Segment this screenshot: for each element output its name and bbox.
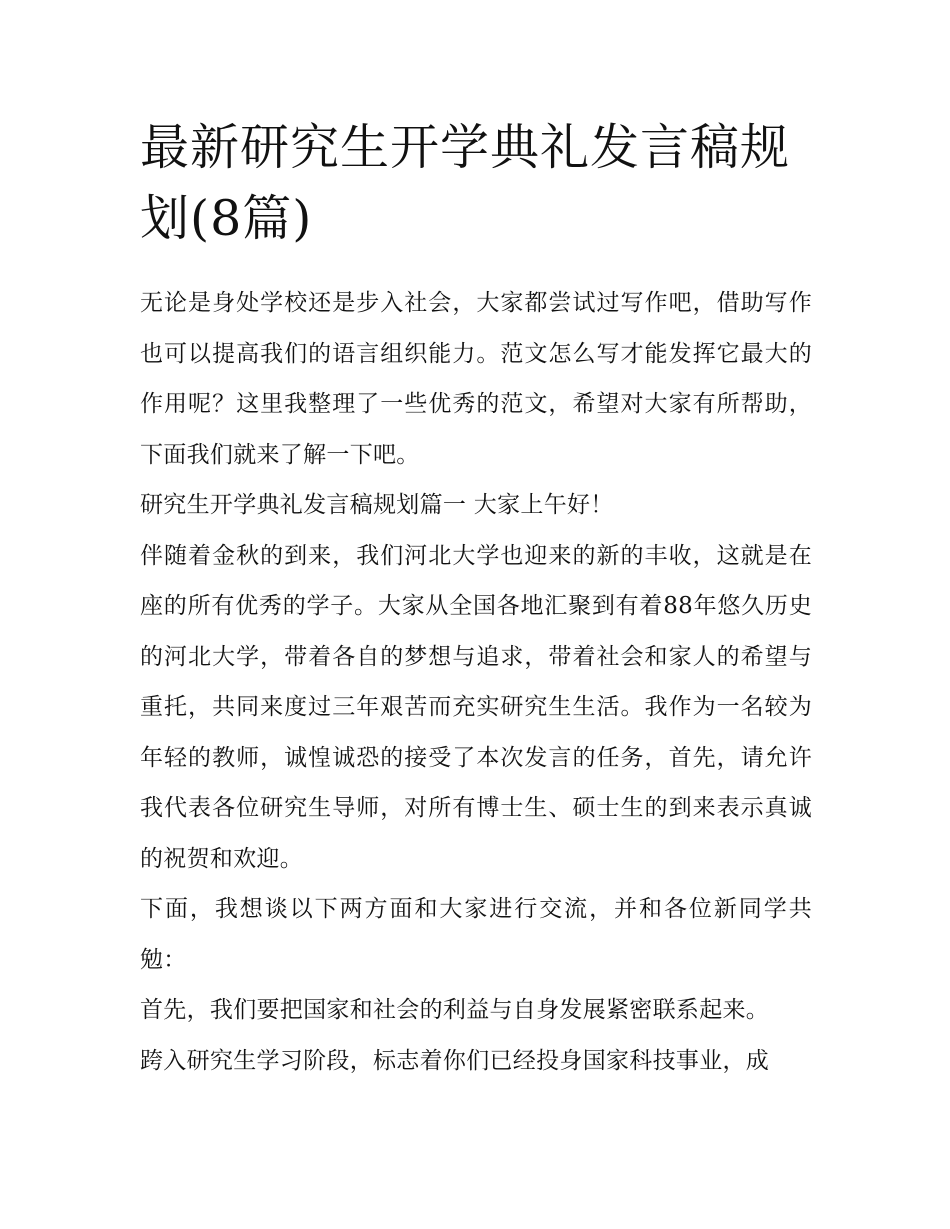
paragraph-welcome: 伴随着金秋的到来，我们河北大学也迎来的新的丰收，这就是在座的所有优秀的学子。大家从全国各地汇聚到有着88年悠久历史的河北大学，带着各自的梦想与追求，带着社会和家人的希望与重托，共同来度过三年艰苦而充实研究生生活。我作为一名较为年轻的教师，诚惶诚恐的接受了本次发言的任务，首先，请允许我代表各位研究生导师，对所有博士生、硕士生的到来表示真诚的祝贺和欢迎。 [140, 542, 812, 872]
document-title: 最新研究生开学典礼发言稿规划(8篇) [140, 119, 791, 247]
paragraph-topics-intro: 下面，我想谈以下两方面和大家进行交流，并和各位新同学共勉： [140, 896, 812, 973]
paragraph-continuation: 跨入研究生学习阶段，标志着你们已经投身国家科技事业，成 [140, 1047, 770, 1074]
paragraph-first-point: 首先，我们要把国家和社会的利益与自身发展紧密联系起来。 [140, 997, 770, 1023]
document-page [140, 112, 812, 1086]
paragraph-intro: 无论是身处学校还是步入社会，大家都尝试过写作吧，借助写作也可以提高我们的语言组织能力。范文怎么写才能发挥它最大的作用呢？这里我整理了一些优秀的范文，希望对大家有所帮助，下面我们就来了解一下吧。 [140, 290, 812, 468]
document-body [140, 278, 812, 1086]
paragraph-section-heading: 研究生开学典礼发言稿规划篇一 大家上午好！ [140, 492, 614, 518]
